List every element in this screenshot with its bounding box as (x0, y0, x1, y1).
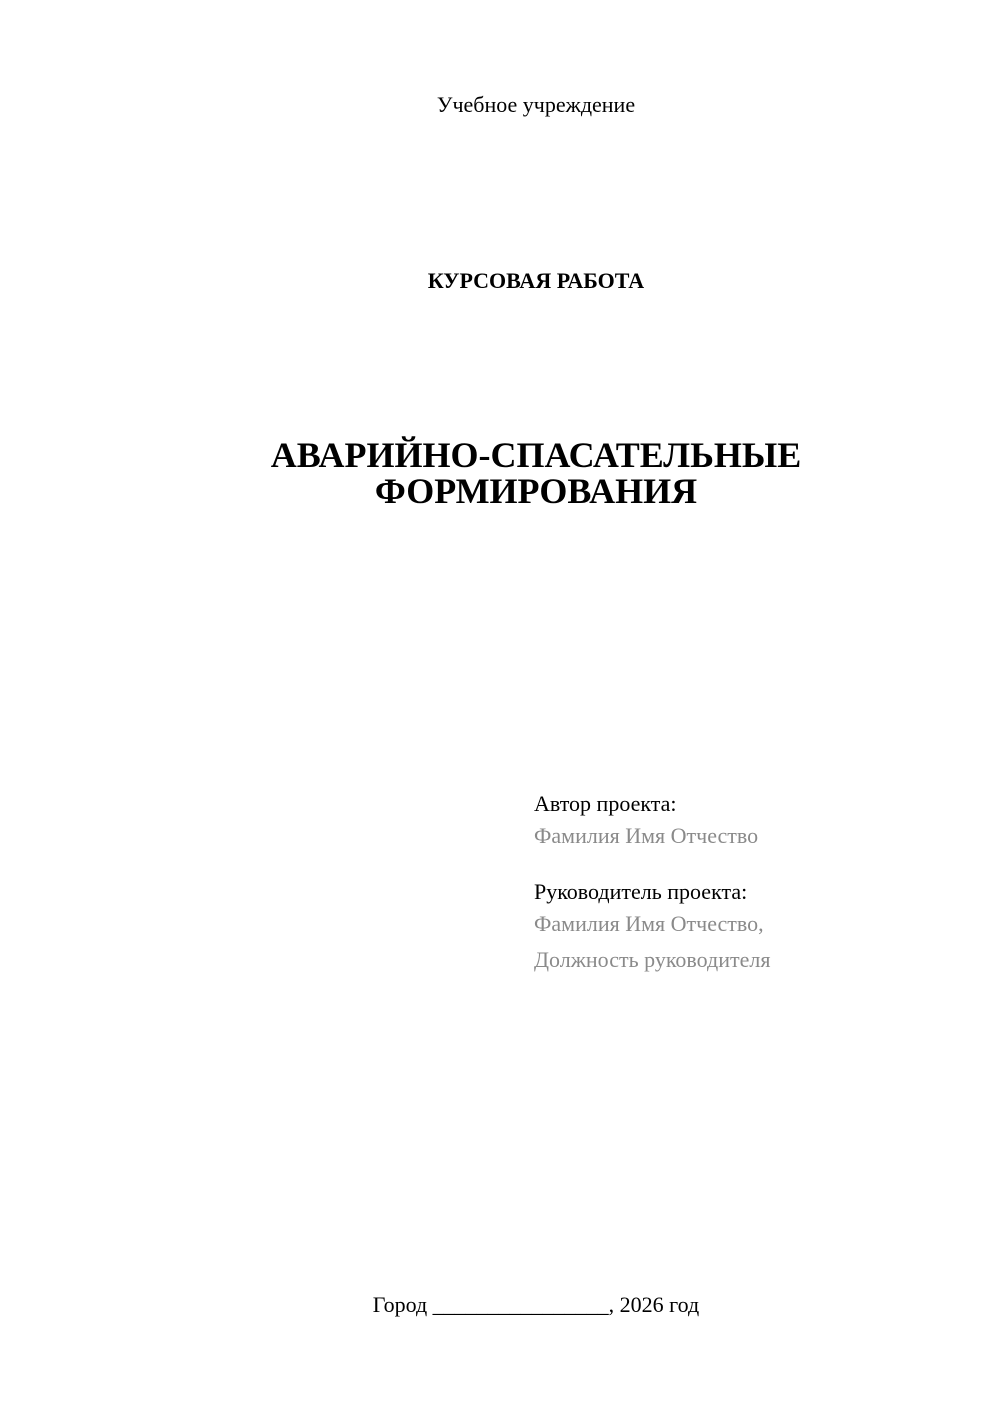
supervisor-block (534, 878, 974, 978)
title-line-1: АВАРИЙНО-СПАСАТЕЛЬНЫЕ (270, 435, 802, 475)
supervisor-position: Должность руководителя (534, 947, 771, 972)
credits-block (534, 790, 974, 978)
document-title (0, 437, 1000, 509)
author-block (534, 790, 974, 854)
title-line-2: ФОРМИРОВАНИЯ (374, 471, 698, 511)
supervisor-label: Руководитель проекта: (534, 879, 748, 904)
author-name: Фамилия Имя Отчество (534, 823, 759, 848)
author-label: Автор проекта: (534, 791, 677, 816)
city-year-line: Город ________________, 2026 год (372, 1292, 700, 1317)
work-type-heading: КУРСОВАЯ РАБОТА (427, 268, 645, 293)
supervisor-name: Фамилия Имя Отчество, (534, 911, 764, 936)
institution-name: Учебное учреждение (436, 92, 636, 117)
